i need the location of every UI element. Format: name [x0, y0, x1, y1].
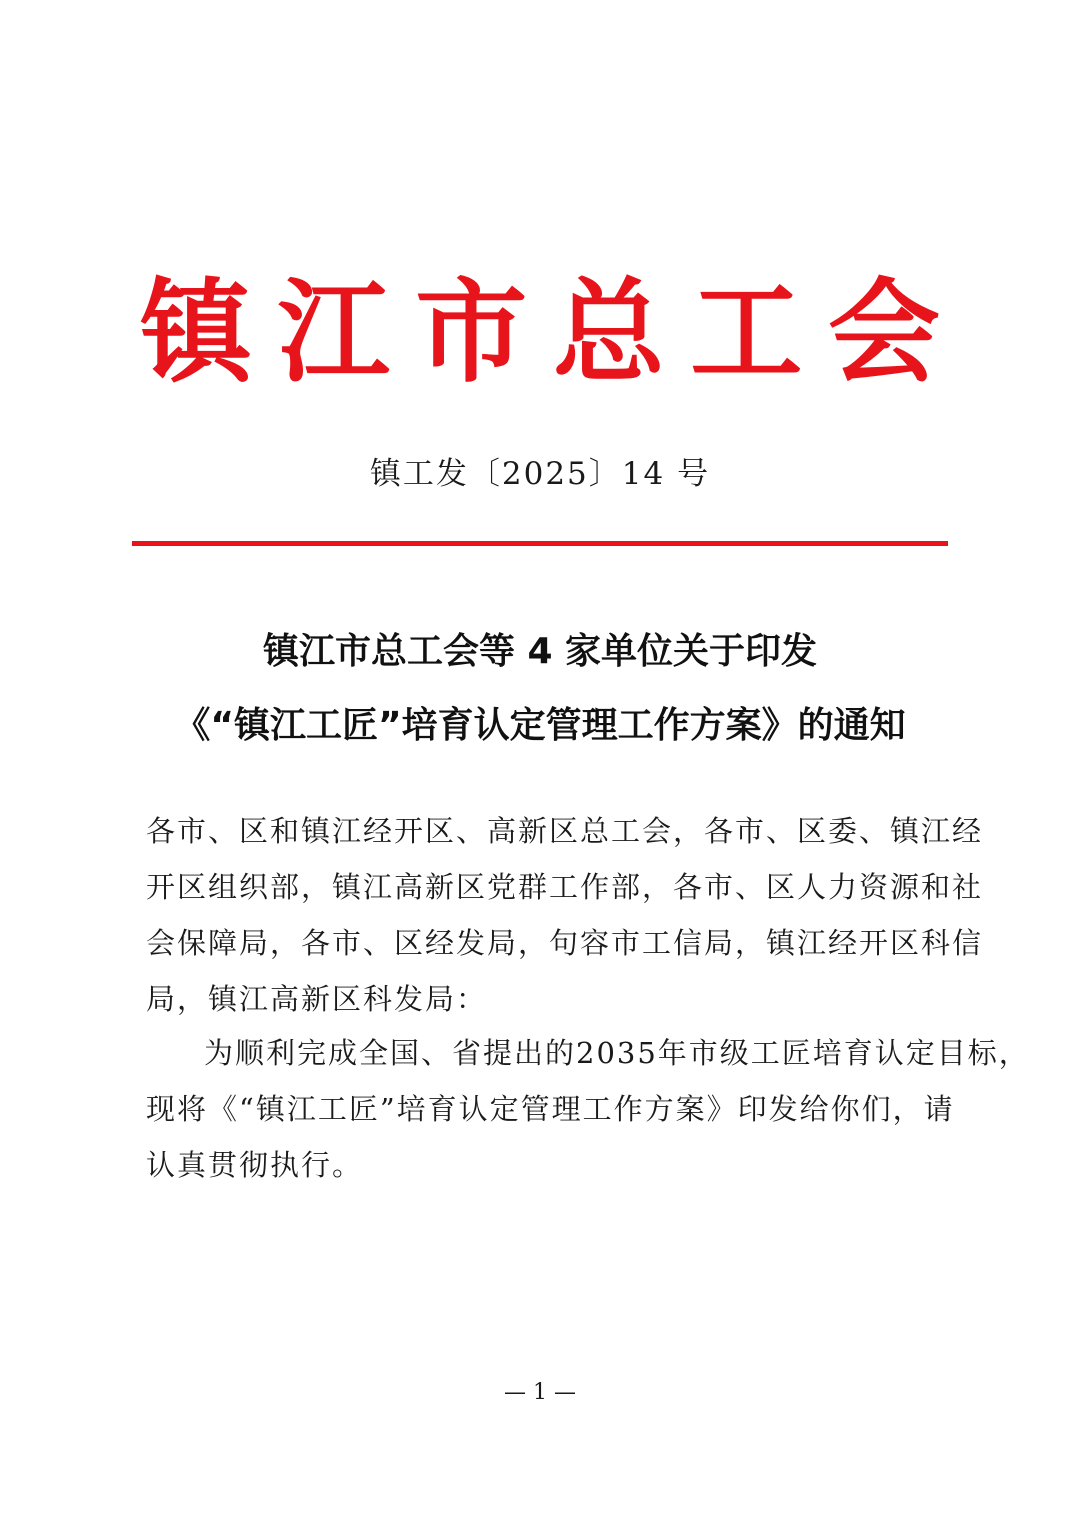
addressee-line: 局，镇江高新区科发局： [146, 982, 488, 1016]
body-paragraph-line: 认真贯彻执行。 [146, 1148, 364, 1182]
masthead-char: 工 [690, 267, 803, 398]
masthead-char: 市 [415, 267, 528, 398]
document-number: 镇工发〔2025〕14 号 [369, 456, 711, 492]
addressee-line: 会保障局，各市、区经发局，句容市工信局，镇江经开区科信 [146, 926, 984, 960]
page-number: — 1 — [504, 1380, 576, 1405]
masthead-title [140, 268, 940, 398]
masthead-char: 总 [552, 267, 665, 398]
red-divider-rule [132, 541, 948, 546]
masthead-char: 镇 [140, 267, 252, 398]
masthead-char: 江 [277, 267, 390, 398]
body-paragraph-line: 现将《“镇江工匠”培育认定管理工作方案》印发给你们，请 [146, 1092, 955, 1126]
body-paragraph-line: 为顺利完成全国、省提出的2035年市级工匠培育认定目标， [204, 1036, 1030, 1070]
addressee-line: 开区组织部，镇江高新区党群工作部，各市、区人力资源和社 [146, 870, 984, 904]
notice-title-line-2: 《“镇江工匠”培育认定管理工作方案》的通知 [174, 705, 906, 746]
masthead-char: 会 [827, 267, 940, 398]
addressee-line: 各市、区和镇江经开区、高新区总工会，各市、区委、镇江经 [146, 814, 984, 848]
notice-title-line-1: 镇江市总工会等 4 家单位关于印发 [262, 631, 818, 672]
